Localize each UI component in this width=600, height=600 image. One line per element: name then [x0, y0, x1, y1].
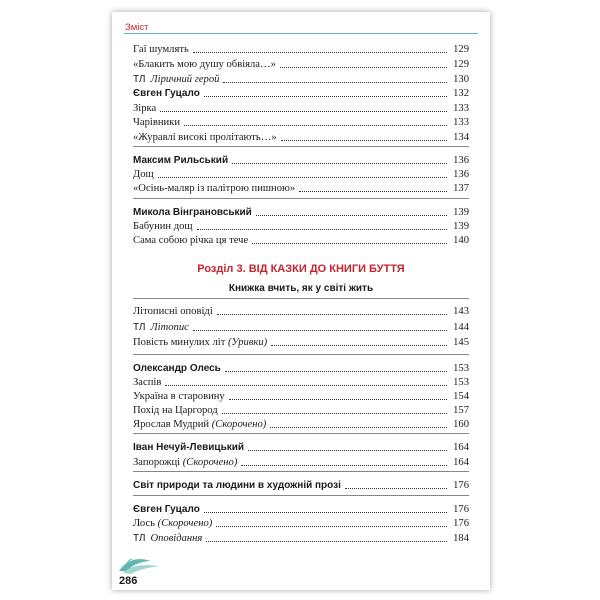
- header-title: Зміст: [125, 22, 149, 33]
- toc-entry-title: [133, 183, 295, 195]
- dot-leader: [193, 330, 447, 331]
- toc-entry[interactable]: [133, 219, 469, 233]
- dot-leader: [345, 488, 447, 489]
- toc-entry[interactable]: [133, 130, 469, 144]
- toc-entry-title: [133, 207, 252, 219]
- toc-entry[interactable]: [133, 403, 469, 417]
- toc-entry-title: [133, 442, 244, 454]
- toc-entry[interactable]: [133, 389, 469, 403]
- toc-entry-page: 129: [453, 44, 469, 55]
- toc-entry-text: «Блакить мою душу обвіяла…»: [133, 59, 276, 70]
- dot-leader: [160, 111, 447, 112]
- toc-entry-page: 184: [453, 533, 469, 544]
- toc-entry-text: Гаї шумлять: [133, 44, 189, 55]
- toc-entry[interactable]: [133, 167, 469, 181]
- dot-leader: [204, 512, 447, 513]
- toc-entry-page: 153: [453, 377, 469, 388]
- toc-entry-page: 137: [453, 183, 469, 194]
- toc-entry[interactable]: [133, 455, 469, 469]
- toc-entry-text: Сама собою річка ця тече: [133, 235, 249, 246]
- page-number: 286: [119, 575, 138, 587]
- toc-entry[interactable]: [133, 205, 469, 219]
- toc-entry-text: «Осінь-маляр із палітрою пишною»: [133, 183, 296, 194]
- toc-entry-page: 139: [453, 221, 469, 232]
- toc-entry-page: 133: [453, 103, 469, 114]
- toc-entry-title: [150, 322, 188, 334]
- toc-entry-title: [133, 235, 248, 247]
- toc-entry-title: [133, 44, 189, 56]
- dot-leader: [280, 67, 447, 68]
- toc-entry-text: Повість минулих літ: [133, 337, 226, 348]
- section-rule: [133, 198, 469, 199]
- toc-entry[interactable]: [133, 335, 469, 349]
- dot-leader: [197, 229, 447, 230]
- toc-entry-page: 144: [453, 322, 469, 333]
- toc-entry-text: Олександр Олесь: [133, 363, 221, 374]
- toc-entry-page: 164: [453, 442, 469, 453]
- toc-entry-title: [133, 504, 200, 516]
- toc-entry-note: (Скорочено): [211, 419, 267, 430]
- section-subtitle: Книжка вчить, як у світі жить: [228, 283, 374, 294]
- toc-entry-text: Бабунин дощ: [133, 221, 193, 232]
- dot-leader: [158, 177, 447, 178]
- toc-entry-page: 154: [453, 391, 469, 402]
- toc-entry-title: [133, 480, 341, 492]
- toc-entry-prefix: ТЛ: [133, 322, 146, 333]
- toc-entry[interactable]: [133, 361, 469, 375]
- toc-entry-page: 136: [453, 155, 469, 166]
- toc-entry-title: [150, 74, 219, 86]
- toc-entry-text: Євген Гуцало: [133, 504, 200, 515]
- toc-entry[interactable]: [133, 115, 469, 129]
- toc-entry-page: 139: [453, 207, 469, 218]
- toc-entry-page: 176: [453, 480, 469, 491]
- section-rule: [133, 146, 469, 147]
- toc-entry-text: Літопис: [150, 322, 189, 333]
- section-rule: [133, 298, 469, 299]
- toc-entry-page: 164: [453, 457, 469, 468]
- dot-leader: [204, 96, 447, 97]
- toc-entry-page: 157: [453, 405, 469, 416]
- toc-entry-page: 176: [453, 504, 469, 515]
- dot-leader: [206, 541, 447, 542]
- toc-entry[interactable]: [133, 57, 469, 71]
- toc-entry[interactable]: [133, 101, 469, 115]
- toc-entry[interactable]: [133, 153, 469, 167]
- toc-entry-prefix: ТЛ: [133, 74, 146, 85]
- toc-entry-page: 176: [453, 518, 469, 529]
- dot-leader: [299, 191, 447, 192]
- toc-entry-title: [133, 306, 213, 318]
- toc-entry-text: Оповідання: [150, 533, 203, 544]
- section-rule: [133, 354, 469, 355]
- section-rule: [133, 471, 469, 472]
- toc-entry-title: [133, 391, 225, 403]
- section-rule: [133, 495, 469, 496]
- toc-entry-text: Літописні оповіді: [133, 306, 213, 317]
- toc-entry-title: [133, 405, 218, 417]
- toc-entry[interactable]: [133, 417, 469, 431]
- toc-entry[interactable]: [133, 375, 469, 389]
- dot-leader: [223, 82, 447, 83]
- toc-entry-page: 134: [453, 132, 469, 143]
- toc-entry-title: [133, 132, 277, 144]
- toc-entry-title: [133, 419, 266, 431]
- toc-entry[interactable]: [133, 233, 469, 247]
- toc-entry[interactable]: [133, 72, 469, 86]
- toc-entry-title: [133, 363, 221, 375]
- toc-entry-page: 130: [453, 74, 469, 85]
- toc-entry-title: [133, 337, 267, 349]
- header-rule: [124, 33, 478, 34]
- toc-entry-page: 129: [453, 59, 469, 70]
- toc-entry-text: Микола Вінграновський: [133, 207, 252, 218]
- toc-entry-page: 153: [453, 363, 469, 374]
- toc-entry[interactable]: [133, 304, 469, 318]
- toc-entry-text: Зірка: [133, 103, 157, 114]
- toc-entry-text: Світ природи та людини в художній прозі: [133, 480, 341, 491]
- toc-entry-title: [133, 221, 193, 233]
- toc-entry-text: Дощ: [133, 169, 154, 180]
- toc-entry-note: (Скорочено): [182, 457, 238, 468]
- dot-leader: [256, 215, 447, 216]
- toc-entry-page: 136: [453, 169, 469, 180]
- toc-entry-text: Лось: [133, 518, 156, 529]
- toc-entry-page: 132: [453, 88, 469, 99]
- toc-entry-page: 145: [453, 337, 469, 348]
- dot-leader: [248, 450, 447, 451]
- toc-entry-title: [133, 169, 154, 181]
- dot-leader: [241, 465, 447, 466]
- toc-entry[interactable]: [133, 440, 469, 454]
- toc-entry-text: Заспів: [133, 377, 162, 388]
- toc-entry-title: [133, 88, 200, 100]
- toc-entry-text: Запорожці: [133, 457, 181, 468]
- toc-entry-note: (Уривки): [228, 337, 268, 348]
- dot-leader: [270, 427, 447, 428]
- toc-entry-title: [133, 103, 156, 115]
- toc-entry[interactable]: [133, 86, 469, 100]
- toc-entry-note: (Скорочено): [157, 518, 213, 529]
- toc-entry-text: Максим Рильський: [133, 155, 229, 166]
- toc-entry[interactable]: [133, 531, 469, 545]
- toc-entry-page: 133: [453, 117, 469, 128]
- toc-entry[interactable]: [133, 42, 469, 56]
- toc-entry-page: 140: [453, 235, 469, 246]
- toc-entry-text: Похід на Царгород: [133, 405, 218, 416]
- toc-entry[interactable]: [133, 181, 469, 195]
- toc-entry[interactable]: [133, 516, 469, 530]
- section-title: Розділ 3. ВІД КАЗКИ ДО КНИГИ БУТТЯ: [197, 263, 405, 275]
- toc-entry-title: [133, 155, 228, 167]
- toc-entry-title: [150, 533, 202, 545]
- dot-leader: [193, 52, 447, 53]
- dot-leader: [184, 125, 447, 126]
- toc-entry-title: [133, 117, 180, 129]
- toc-entry-text: «Журавлі високі пролітають…»: [133, 132, 277, 143]
- toc-entry-title: [133, 59, 276, 71]
- dot-leader: [271, 345, 447, 346]
- toc-entry-text: Ярослав Мудрий: [133, 419, 210, 430]
- toc-entry-text: Євген Гуцало: [133, 88, 200, 99]
- toc-entry[interactable]: [133, 502, 469, 516]
- dot-leader: [165, 385, 447, 386]
- publisher-logo-icon: [117, 555, 161, 577]
- dot-leader: [229, 399, 447, 400]
- toc-entry[interactable]: [133, 478, 469, 492]
- toc-entry-title: [133, 518, 212, 530]
- toc-entry[interactable]: [133, 320, 469, 334]
- dot-leader: [217, 314, 447, 315]
- dot-leader: [222, 413, 447, 414]
- dot-leader: [225, 371, 447, 372]
- toc-entry-text: Іван Нечуй-Левицький: [133, 442, 245, 453]
- dot-leader: [232, 163, 447, 164]
- dot-leader: [281, 140, 447, 141]
- toc-entry-prefix: ТЛ: [133, 533, 146, 544]
- toc-entry-text: Ліричний герой: [150, 74, 220, 85]
- dot-leader: [252, 243, 447, 244]
- toc-entry-text: Чарівники: [133, 117, 180, 128]
- toc-entry-title: [133, 377, 161, 389]
- dot-leader: [216, 526, 447, 527]
- toc-entry-page: 160: [453, 419, 469, 430]
- section-rule: [133, 433, 469, 434]
- toc-entry-title: [133, 457, 237, 469]
- toc-entry-page: 143: [453, 306, 469, 317]
- toc-entry-text: Україна в старовину: [133, 391, 225, 402]
